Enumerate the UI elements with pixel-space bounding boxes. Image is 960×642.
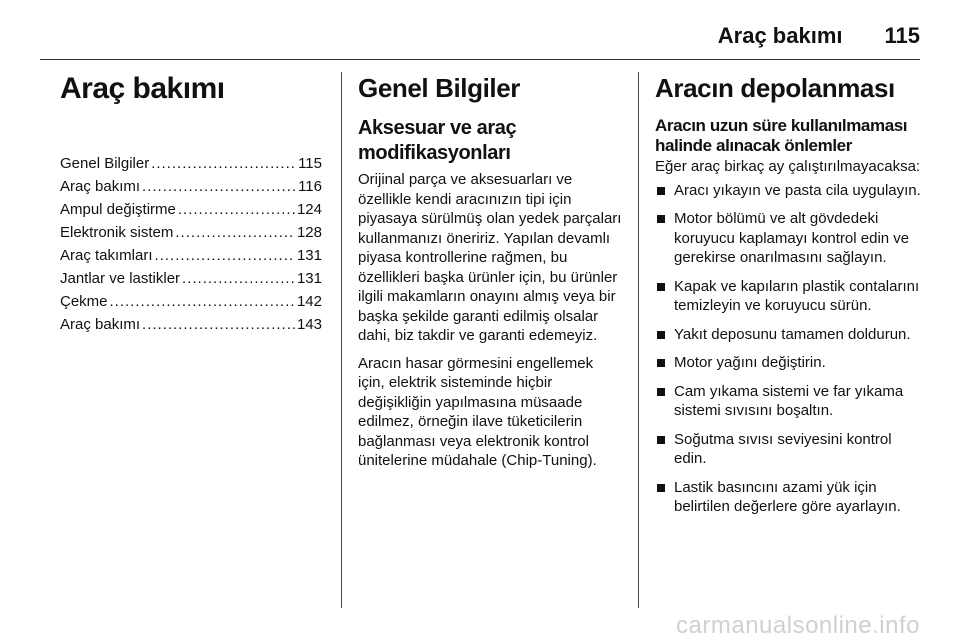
square-bullet-icon	[657, 359, 665, 367]
list-item	[655, 325, 923, 345]
paragraph: Aracın hasar görmesini engellemek için, elektrik sisteminde hiçbir değişikliğin yapılmasına müsaade edilmez, örneğin ilave tüketicilerin bağlanması veya elektronik kontrol ünitelerine müdahale (Chip-Tuning).	[358, 354, 597, 469]
toc-entry[interactable]	[60, 152, 322, 175]
toc-entry[interactable]	[60, 221, 322, 244]
section-title: Aracın depolanması	[655, 73, 895, 103]
table-of-contents	[60, 152, 322, 336]
toc-label: Jantlar ve lastikler	[60, 270, 181, 287]
toc-leader	[182, 267, 295, 290]
subsection-title: Aracın uzun süre kullanılmaması halinde alınacak önlemler	[655, 116, 908, 155]
toc-leader	[178, 198, 295, 221]
header-section-title: Araç bakımı	[717, 23, 843, 48]
toc-page: 124	[296, 201, 322, 218]
list-item-text: Yakıt deposunu tamamen doldurun.	[674, 325, 911, 343]
chapter-title: Araç bakımı	[60, 72, 225, 105]
list-item-text: Motor bölümü ve alt gövdedeki koruyucu kaplamayı kontrol edin ve gerekirse onarılmasını sağlayın.	[674, 210, 910, 266]
list-item	[655, 277, 923, 316]
paragraph: Orijinal parça ve aksesuarları ve özellikle kendi aracınızın tipi için piyasaya sürülmüş olan yedek parçaları kullanmanızı öneririz. Yapılan devamlı piyasa kontrollerine rağmen, bu özellikleri başka ürünler için, bu ürünler ilgili makamların onayını almış veya bir başka şekilde garanti edilmiş olsalar dahi, biz takdir ve garanti edemeyiz.	[358, 171, 622, 344]
square-bullet-icon	[657, 187, 665, 195]
list-item	[655, 353, 923, 373]
storage-column	[655, 72, 923, 526]
column-divider-1	[341, 72, 342, 608]
page-number: 115	[884, 23, 920, 48]
toc-page: 128	[296, 224, 322, 241]
header-rule	[40, 59, 920, 60]
toc-page: 142	[296, 293, 322, 310]
section-title: Genel Bilgiler	[358, 73, 521, 103]
list-item	[655, 382, 923, 421]
subsection-title: Aksesuar ve araç modifikasyonları	[358, 117, 517, 164]
toc-label: Genel Bilgiler	[60, 155, 150, 172]
list-item-text: Cam yıkama sistemi ve far yıkama sistemi sıvısını boşaltın.	[674, 382, 904, 419]
toc-leader	[142, 175, 296, 198]
toc-entry[interactable]	[60, 267, 322, 290]
square-bullet-icon	[657, 331, 665, 339]
toc-label: Ampul değiştirme	[60, 201, 176, 218]
list-item-text: Kapak ve kapıların plastik contalarını temizleyin ve koruyucu sürün.	[674, 277, 920, 314]
list-item-text: Lastik basıncını azami yük için belirtilen değerlere göre ayarlayın.	[674, 478, 901, 515]
general-info-column	[358, 72, 622, 479]
toc-entry[interactable]	[60, 175, 322, 198]
list-item	[655, 430, 923, 469]
chapter-column	[60, 72, 322, 336]
intro-paragraph: Eğer araç birkaç ay çalıştırılmayacaksa:	[655, 158, 921, 175]
list-item-text: Aracı yıkayın ve pasta cila uygulayın.	[674, 181, 921, 199]
square-bullet-icon	[657, 388, 665, 396]
toc-entry[interactable]	[60, 198, 322, 221]
toc-page: 143	[296, 316, 322, 333]
toc-label: Araç takımları	[60, 247, 153, 264]
watermark: carmanualsonline.info	[676, 612, 920, 639]
toc-page: 131	[296, 270, 322, 287]
column-divider-2	[638, 72, 639, 608]
toc-entry[interactable]	[60, 244, 322, 267]
toc-label: Araç bakımı	[60, 178, 141, 195]
toc-page: 116	[298, 178, 322, 195]
square-bullet-icon	[657, 436, 665, 444]
toc-entry[interactable]	[60, 313, 322, 336]
toc-page: 115	[298, 155, 322, 172]
toc-leader	[151, 152, 296, 175]
list-item	[655, 478, 923, 517]
square-bullet-icon	[657, 283, 665, 291]
precaution-list	[655, 181, 923, 517]
toc-leader	[110, 290, 295, 313]
list-item	[655, 209, 923, 268]
toc-leader	[142, 313, 295, 336]
list-item	[655, 181, 923, 201]
toc-entry[interactable]	[60, 290, 322, 313]
toc-label: Araç bakımı	[60, 316, 141, 333]
toc-page: 131	[296, 247, 322, 264]
page-header	[40, 14, 920, 58]
toc-leader	[175, 221, 295, 244]
list-item-text: Soğutma sıvısı seviyesini kontrol edin.	[674, 430, 892, 467]
list-item-text: Motor yağını değiştirin.	[674, 354, 826, 371]
square-bullet-icon	[657, 215, 665, 223]
toc-label: Elektronik sistem	[60, 224, 174, 241]
toc-label: Çekme	[60, 293, 108, 310]
toc-leader	[155, 244, 295, 267]
square-bullet-icon	[657, 484, 665, 492]
